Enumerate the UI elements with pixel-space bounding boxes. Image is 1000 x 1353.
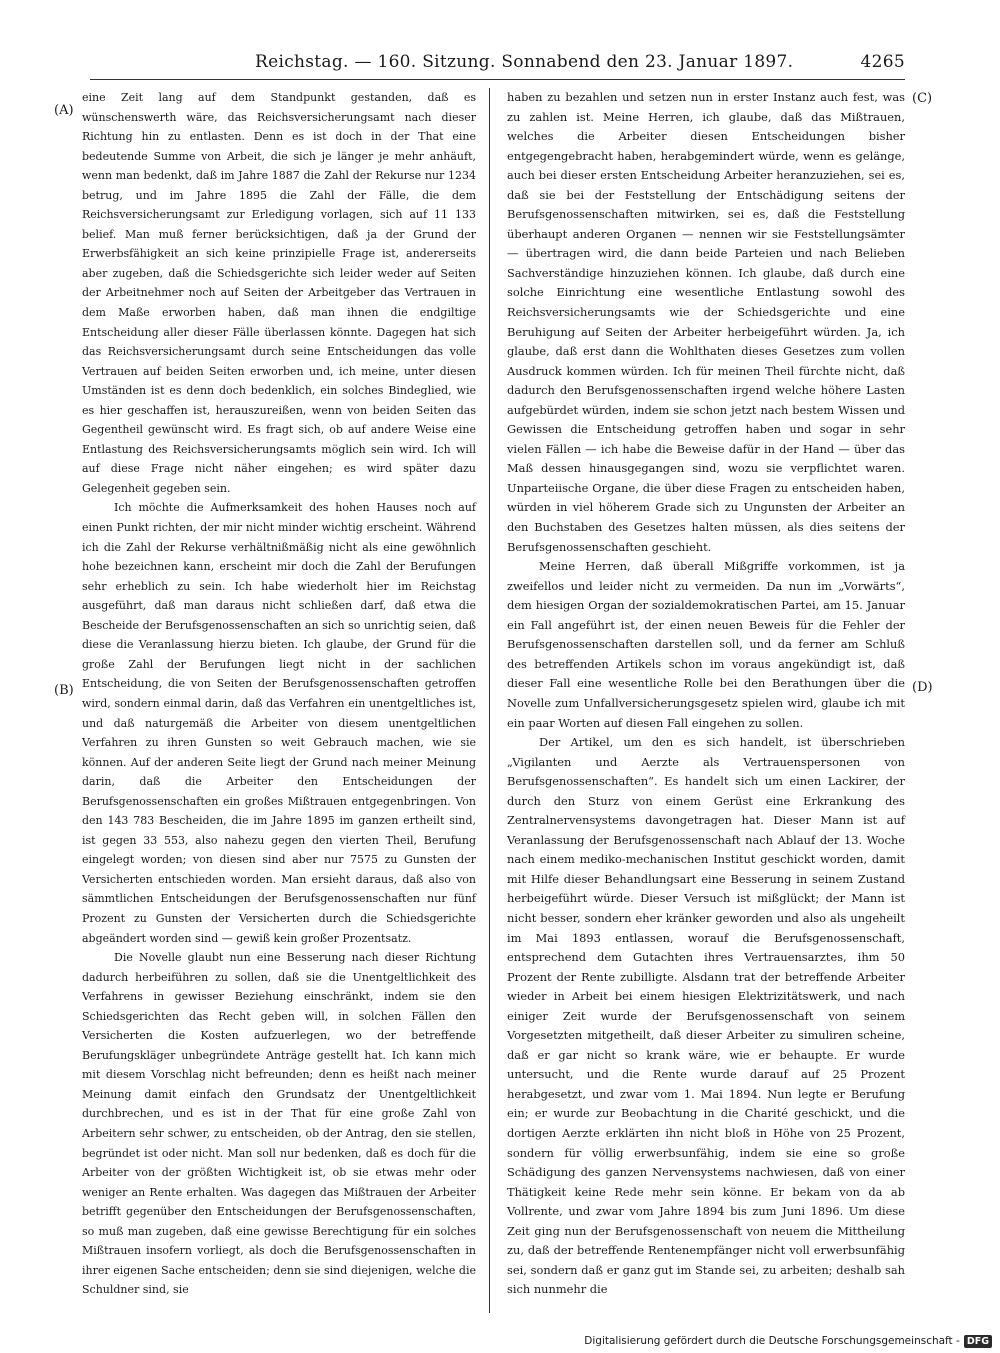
right-column [507, 88, 905, 1300]
dfg-logo: DFG [964, 1335, 992, 1348]
left-paragraph-3: Die Novelle glaubt nun eine Besserung nach dieser Richtung dadurch herbeiführen zu sollen, daß sie die Unentgeltlichkeit des Verfahrens in gewisser Beziehung einschränkt, indem sie den Schiedsgerichten das Recht geben will, in solchen Fällen den Versicherten die Kosten aufzuerlegen, wo der betreffende Berufungskläger unbegründete Anträge gestellt hat. Ich kann mich mit diesem Vorschlag nicht befreunden; denn es heißt nach meiner Meinung damit einfach den Grundsatz der Unentgeltlichkeit durchbrechen, und es ist in der That für eine große Zahl von Arbeitern sehr schwer, zu entscheiden, ob der Antrag, den sie stellen, begründet ist oder nicht. Man soll nur bedenken, daß es doch für die Arbeiter von der größten Wichtigkeit ist, ob sie etwas mehr oder weniger an Rente erhalten. Was dagegen das Mißtrauen der Arbeiter betrifft gegenüber den Entscheidungen der Berufsgenossenschaften, so muß man zugeben, daß eine gewisse Berechtigung für ein solches Mißtrauen insofern vorliegt, als doch die Berufsgenossenschaften in ihrer eigenen Sache entscheiden; denn sie sind diejenigen, welche die Schuldner sind, sie [82, 951, 476, 1297]
margin-marker-d: (D) [912, 680, 933, 695]
right-paragraph-1: haben zu bezahlen und setzen nun in erster Instanz auch fest, was zu zahlen ist. Meine Herren, ich glaube, daß das Mißtrauen, welches die Arbeiter diesen Entscheidungen bisher entgegengebracht haben, herabgemindert würde, wenn es gelänge, auch bei dieser ersten Entscheidung Arbeiter heranzuziehen, sei es, daß sie bei der Feststellung der Entschädigung seitens der Berufsgenossenschaften mitwirken, sei es, daß die Feststellung überhaupt anderen Organen — nennen wir sie Feststellungsämter — übertragen wird, die dann beide Parteien und nach Belieben Sachverständige hinzuziehen können. Ich glaube, daß durch eine solche Einrichtung eine wesentliche Entlastung sowohl des Reichsversicherungsamts wie der Schiedsgerichte und eine Beruhigung auf Seiten der Arbeiter herbeigeführt würden. Ja, ich glaube, daß erst dann die Wohlthaten dieses Gesetzes zum vollen Ausdruck kommen würden. Ich für meinen Theil fürchte nicht, daß dadurch den Berufsgenossenschaften irgend welche höhere Lasten aufgebürdet würden, indem sie schon jetzt nach bestem Wissen und Gewissen die Entscheidung getroffen haben und sogar in sehr vielen Fällen — ich habe die Beweise dafür in der Hand — über das Maß dessen hinausgegangen sind, wozu sie verpflichtet waren. Unparteiische Organe, die über diese Fragen zu entscheiden haben, würden in viel höherem Grade sich zu Ungunsten der Arbeiter an den Buchstaben des Gesetzes halten müssen, als dies seitens der Berufsgenossenschaften geschieht. [507, 90, 905, 554]
footer-text: Digitalisierung gefördert durch die Deutsche Forschungsgemeinschaft - [584, 1335, 960, 1347]
margin-marker-c: (C) [912, 91, 933, 106]
footer-credit [584, 1333, 992, 1349]
margin-marker-a: (A) [54, 103, 74, 118]
margin-marker-b: (B) [54, 683, 74, 698]
left-paragraph-2: Ich möchte die Aufmerksamkeit des hohen Hauses noch auf einen Punkt richten, der mir nicht minder wichtig erscheint. Während ich die Zahl der Rekurse verhältnißmäßig nicht als eine gewöhnlich hohe bezeichnen kann, erscheint mir doch die Zahl der Berufungen sehr erheblich zu sein. Ich habe wiederholt hier im Reichstag ausgeführt, daß man daraus nicht schließen darf, daß etwa die Bescheide der Berufsgenossenschaften an sich so unrichtig seien, daß diese die Veranlassung hierzu bieten. Ich glaube, der Grund für die große Zahl der Berufungen liegt nicht in der sachlichen Entscheidung, die von Seiten der Berufsgenossenschaften getroffen wird, sondern einmal darin, daß das Verfahren ein unentgeltliches ist, und daß naturgemäß die Arbeiter von diesem unentgeltlichen Verfahren zu ihren Gunsten so weit Gebrauch machen, wie sie können. Auf der anderen Seite liegt der Grund nach meiner Meinung darin, daß die Arbeiter den Entscheidungen der Berufsgenossenschaften ein großes Mißtrauen entgegenbringen. Von den 143 783 Bescheiden, die im Jahre 1895 im ganzen ertheilt sind, ist gegen 33 553, also nahezu gegen den vierten Theil, Berufung eingelegt worden; von diesen sind aber nur 7575 zu Gunsten der Versicherten entschieden worden. Man ersieht daraus, daß also von sämmtlichen Entscheidungen der Berufsgenossenschaften nur fünf Prozent zu Gunsten der Versicherten durch die Schiedsgerichte abgeändert worden sind — gewiß kein großer Prozentsatz. [82, 501, 476, 945]
header-rule [90, 79, 905, 80]
left-paragraph-1: eine Zeit lang auf dem Standpunkt gestanden, daß es wünschenswerth wäre, das Reichsversicherungsamt nach dieser Richtung hin zu entlasten. Denn es ist doch in der That eine bedeutende Summe von Arbeit, die sich je länger je mehr anhäuft, wenn man bedenkt, daß im Jahre 1887 die Zahl der Rekurse nur 1234 betrug, und im Jahre 1895 die Zahl der Fälle, die dem Reichsversicherungsamt zur Erledigung vorlagen, sich auf 11 133 belief. Man muß ferner berücksichtigen, daß ja der Grund der Erwerbsfähigkeit an sich keine prinzipielle Frage ist, andererseits aber zugeben, daß die Schiedsgerichte sich leider weder auf Seiten der Arbeitnehmer noch auf Seiten der Arbeitgeber das Vertrauen in dem Maße erworben haben, daß man ihnen die endgiltige Entscheidung aller dieser Fälle überlassen könnte. Dagegen hat sich das Reichsversicherungsamt durch seine Entscheidungen das volle Vertrauen auf beiden Seiten erworben und, ich meine, unter diesen Umständen ist es denn doch bedenklich, ein solches Bindeglied, wie es hier geschaffen ist, herauszureißen, wenn von beiden Seiten das Gegentheil gewünscht wird. Es fragt sich, ob auf andere Weise eine Entlastung des Reichsversicherungsamts möglich sein wird. Ich will auf diese Frage nicht näher eingehen; es wird später dazu Gelegenheit gegeben sein. [82, 91, 476, 495]
header-title: Reichstag. — 160. Sitzung. Sonnabend den 23. Januar 1897. [255, 52, 794, 72]
left-column [82, 88, 476, 1300]
right-paragraph-2: Meine Herren, daß überall Mißgriffe vorkommen, ist ja zweifellos und leider nicht zu vermeiden. Da nun im „Vorwärts“, dem hiesigen Organ der sozialdemokratischen Partei, am 15. Januar ein Fall angeführt ist, der einen neuen Beweis für die Fehler der Berufsgenossenschaften darstellen soll, und da ferner am Schluß des betreffenden Artikels schon im voraus angekündigt ist, daß dieser Fall eine wesentliche Rolle bei den Berathungen über die Novelle zum Unfallversicherungsgesetz spielen wird, glaube ich mit ein paar Worten auf diesen Fall eingehen zu sollen. [507, 559, 905, 730]
right-paragraph-3: Der Artikel, um den es sich handelt, ist überschrieben „Vigilanten und Aerzte als Vertrauenspersonen von Berufsgenossenschaften“. Es handelt sich um einen Lackirer, der durch den Sturz von einem Gerüst eine Erkrankung des Zentralnervensystems davongetragen hat. Dieser Mann ist auf Veranlassung der Berufsgenossenschaft nach Ablauf der 13. Woche nach einem mediko-mechanischen Institut geschickt worden, damit mit Hilfe dieser Behandlungsart eine Besserung in seinem Zustand herbeigeführt würde. Dieser Versuch ist mißglückt; der Mann ist nicht besser, sondern eher kränker geworden und also als ungeheilt im Mai 1893 entlassen, worauf die Berufsgenossenschaft, entsprechend dem Gutachten ihres Vertrauensarztes, ihm 50 Prozent der Rente zubilligte. Alsdann trat der betreffende Arbeiter wieder in Arbeit bei einem hiesigen Elektrizitätswerk, und nach einiger Zeit wurde der Berufsgenossenschaft von seinem Vorgesetzten mitgetheilt, daß dieser Arbeiter zu simuliren scheine, daß er gar nicht so krank wäre, wie er behaupte. Er wurde untersucht, und die Rente wurde darauf auf 25 Prozent herabgesetzt, und zwar vom 1. Mai 1894. Nun legte er Berufung ein; er wurde zur Beobachtung in die Charité geschickt, und die dortigen Aerzte erklärten ihn nicht bloß in Höhe von 25 Prozent, sondern für völlig erwerbsunfähig, indem sie eine so große Schädigung des ganzen Nervensystems nachwiesen, daß von einer Thätigkeit keine Rede mehr sein könne. Er bekam von da ab Vollrente, und zwar vom Jahre 1894 bis zum Juni 1896. Um diese Zeit ging nun der Berufsgenossenschaft von neuem die Mittheilung zu, daß der betreffende Rentenempfänger nicht voll erwerbsunfähig sei, sondern daß er ganz gut im Stande sei, zu arbeiten; deshalb sah sich nunmehr die [507, 735, 905, 1297]
page-header [90, 52, 905, 78]
column-divider [489, 88, 490, 1313]
page-number: 4265 [860, 52, 905, 72]
